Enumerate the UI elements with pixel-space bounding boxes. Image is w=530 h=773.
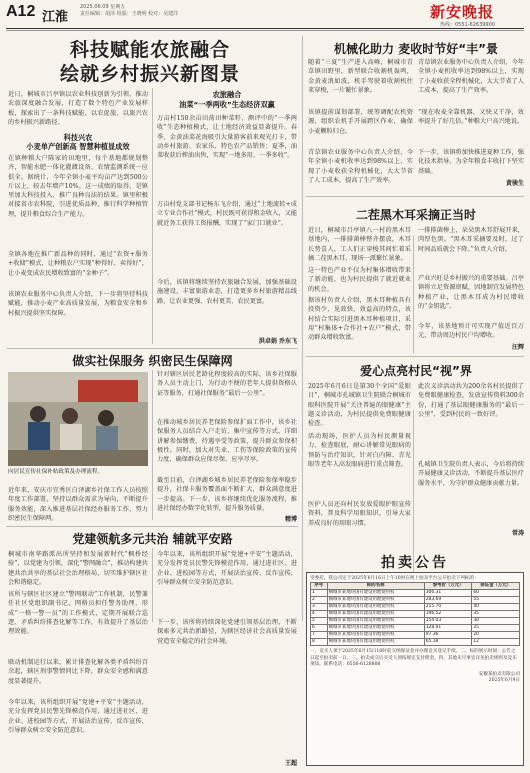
- hotline: 热线：0551-62639900: [440, 22, 495, 28]
- article5-headline: 二茬黑木耳采摘正当时: [355, 208, 476, 222]
- table-cell: 桐城市某地块国有建设用地使用权: [327, 618, 424, 625]
- table-row: [311, 590, 520, 597]
- table-cell: 桐城市某地块国有建设用地使用权: [327, 597, 424, 604]
- article5-byline: 汪辉: [511, 344, 524, 351]
- table-cell: 20: [472, 632, 520, 639]
- column-divider: [413, 236, 414, 354]
- article2-paragraph: 在推动城乡居民养老保险参保扩面工作中，该乡社保服务人员结合入户走访、集中宣传等方式，详细讲解参保缴费、待遇享受等政策，提升群众参保积极性。同时，加大对失业、工伤等保险政策的宣传力度，确保群众应保尽保、应享尽享。: [157, 419, 297, 464]
- article4-paragraph: 随着“三夏”生产进入高峰，桐城市青草镇田野里，新型联合收割机轰鸣，金黄麦浪如波，机手驾驶着收割机往来穿梭，一片繁忙景象。: [308, 59, 413, 94]
- article4-paragraph: 该镇提前谋划部署，统筹调配农机资源，组织农机手开展跨区作业，确保小麦颗粒归仓。: [308, 109, 413, 135]
- section-name: 江淮: [42, 10, 69, 25]
- table-cell: 97.36: [424, 632, 472, 639]
- table-cell: 40: [472, 604, 520, 611]
- article2-photo-caption: 向居民宣传社保补贴政策及办理流程。: [8, 469, 104, 475]
- article4-paragraph: 青草镇农业服务中心负责人介绍，今年全镇小麦机收率达到98%以上，实现了小麦收获全程机械化，大大节省了人工成本，提高了生产效率。: [418, 59, 524, 94]
- article5-paragraph: 据该村负责人介绍，黑木耳种植具有投资少、见效快、效益高的特点，该村结合实际引进黑木耳种植项目，采用“村集体+合作社+农户”模式，带动群众增收致富。: [308, 297, 411, 342]
- main-paragraph: 万亩村150余亩田荡田种菜籽，测评中的“一季两收”生态种植模式，让土地经济效益显著提升。春季，金黄油菜花海吸引大量游客前来观光打卡，带动乡村旅游、农家乐、特色农产品销售；夏季，油菜收获后榨油出售，实现“一地多用、一季多收”。: [157, 115, 297, 160]
- article5-paragraph: 这一特色产业不仅为村集体增收带来了新动能，也为村民提供了就近就业的机会。: [308, 267, 411, 293]
- header-rule: [6, 28, 524, 29]
- article3-paragraph: 桐城市南华路派出所坚持和发展新时代“枫桥经验”，以党建为引领，深化“警网融合”，推动构建共建共治共享的基层社会治理格局，切实维护辖区社会和谐稳定。: [8, 551, 148, 586]
- article3-paragraph: 联动机制运行以来，累计排查化解各类矛盾纠纷百余起，辖区刑事警情同比下降，群众安全感和满意度显著提升。: [8, 659, 148, 685]
- column-divider: [152, 88, 153, 344]
- table-cell: 306.31: [424, 590, 472, 597]
- main-headline-line1: 科技赋能农旅融合: [69, 39, 230, 61]
- main-byline: 洪卓娟 乔东飞: [258, 338, 297, 345]
- article2-paragraph: 近年来，安庆市宜秀区白泽湖乡社保工作人员按照年度工作部署，坚持以群众需求为导向，不断提升服务效能，深入推进基层社保经办服务工作，努力织密民生保障网。: [8, 487, 148, 522]
- table-cell: 桐城市某地块国有建设用地使用权: [327, 611, 424, 618]
- article5-paragraph: 今年，该基地预计可实现产值近百万元，带动周边村民户均增收。: [418, 323, 524, 340]
- article6-paragraph: 2025年6月6日是第30个全国“爱眼日”，桐城市孔城镇卫生院联合桐城市眼科医院开展“关注普遍的眼健康”主题义诊活动，为村民提供免费眼健康检查。: [308, 383, 411, 428]
- article6-paragraph: 此次义诊活动共为200余名村民提供了免费眼健康检查，发放宣传资料300余份，打通了基层眼健康服务的“最后一公里”，受到村民的一致好评。: [418, 383, 524, 418]
- table-cell: 196.52: [424, 611, 472, 618]
- article4-headline: 机械化助力 麦收时节好“丰”景: [334, 42, 498, 56]
- auction-date: 2025年6月9日: [488, 678, 520, 684]
- main-intro: 近日，桐城市吕亭镇以农业科技创新为引领，推动农旅深度融合发展，打造了数个特色产业发展样板，探索出了一条科技赋能、以农促旅、以旅兴农的乡村振兴新路径。: [8, 91, 148, 126]
- issue-date: 2025.06.09 星期五: [80, 4, 126, 10]
- table-cell: 桐城市某地块国有建设用地使用权: [327, 604, 424, 611]
- table-cell: 25: [472, 625, 520, 632]
- auction-table: [310, 582, 520, 646]
- main-subhead-2: 农旅融合: [212, 90, 242, 99]
- table-cell: 桐城市某地块国有建设用地使用权: [327, 590, 424, 597]
- table-cell: 桐城市某地块国有建设用地使用权: [327, 639, 424, 646]
- article6-paragraph: 活动现场，医护人员为村民测量视力、检查眼底，耐心讲解常见眼病的预防与治疗知识，针对白内障、青光眼等老年人高发眼病进行重点筛查。: [308, 433, 411, 468]
- newspaper-logo: 新安晚报: [430, 3, 495, 21]
- table-cell: 桐城市某地块国有建设用地使用权: [327, 632, 424, 639]
- article3-paragraph: 该所与辖区社区建立“警网联动”工作机制，民警兼任社区党组织副书记，网格员担任警务助理，形成“一格一警一员”的工作模式，定期开展联合巡逻、矛盾纠纷排查化解等工作，有效提升了基层治理效能。: [8, 591, 148, 636]
- main-subhead-2b: 油菜“一季两收”生态经济双赢: [179, 100, 275, 109]
- section-rule: [306, 356, 524, 357]
- auction-title: 拍卖公告: [381, 555, 449, 571]
- article6-paragraph: 医护人员还向村民发放爱眼护眼宣传资料，普及科学用眼知识，引导大家养成良好的用眼习惯。: [308, 501, 411, 527]
- table-cell: 2: [311, 597, 328, 604]
- article6-headline: 爱心点亮村民“视”界: [360, 364, 472, 378]
- article4-paragraph: “现在收麦全靠机器，又快又干净，效率提升了好几倍。”种粮大户高兴地说。: [418, 109, 524, 126]
- table-cell: 283.69: [424, 597, 472, 604]
- table-row: [311, 611, 520, 618]
- issue-meta: [80, 4, 190, 17]
- table-cell: 桐城市某地块国有建设用地使用权: [327, 625, 424, 632]
- table-cell: 1: [311, 590, 328, 597]
- table-row: [311, 597, 520, 604]
- main-paragraph: 该镇农业服务中心负责人介绍，下一步将坚持科技赋能，推动小麦产业高质量发展，为粮食安全和乡村振兴提供坚实保障。: [8, 291, 148, 317]
- article6-paragraph: 孔城镇卫生院负责人表示，今后将持续开展健康义诊活动，不断提升基层医疗服务水平，为守护群众健康贡献力量。: [418, 461, 524, 487]
- table-cell: 8: [311, 639, 328, 646]
- article4-byline: 黄骏生: [505, 180, 524, 187]
- page-number: A12: [6, 3, 36, 20]
- article3-headline: 党建领航多元共治 辅就平安路: [72, 532, 233, 546]
- main-paragraph: 全镇各地在推广新品种的同时，通过“农资+服务+收储”模式，让种粮农户实现“种得好、卖得好”，让小麦变成农民增收致富的“金种子”。: [8, 251, 148, 277]
- table-cell: 30: [472, 618, 520, 625]
- table-row: [311, 625, 520, 632]
- auction-intro: 受委托，我公司定于2025年6月16日上午10时在网上拍卖平台公开拍卖下列标的：: [310, 576, 479, 581]
- article3-paragraph: 今年以来，该所组织开展“党建+平安”主题活动，充分发挥党员民警先锋模范作用，通过进社区、进企业、进校园等方式，开展法治宣传、反诈宣传，引导群众树立安全防范意识。: [157, 551, 297, 586]
- article2-paragraph: 截至目前，白泽湖乡城乡居民养老保险参保率稳步提升，社保卡服务覆盖面不断扩大，群众满意度进一步提高。下一步，该乡将继续优化服务流程，推进社保经办数字化转型，提升服务质量。: [157, 477, 297, 512]
- column-divider: [152, 370, 153, 520]
- auction-table-header: [311, 583, 520, 590]
- main-paragraph: 万亩村党支部书记杨东飞介绍，通过“土地流转+成立专业合作社”模式，村民既可获得租金收入，又能就近务工获得工资报酬，实现了“家门口就业”。: [157, 201, 297, 227]
- article3-byline: 王超: [284, 760, 297, 767]
- table-cell: 215.70: [424, 604, 472, 611]
- article5-paragraph: 近日，桐城市吕亭镇八一村的黑木耳基地内，一排排菌棒整齐摆放，木耳长势喜人，工人们正穿梭其间忙着采摘二茬黑木耳，现场一派繁忙景象。: [308, 227, 411, 262]
- main-subhead-1: 科技兴农: [63, 133, 93, 142]
- article3-paragraph: 今年以来，该所组织开展“党建+平安”主题活动，充分发挥党员民警先锋模范作用，通过进社区、进企业、进校园等方式，开展法治宣传、反诈宣传，引导群众树立安全防范意识。: [8, 699, 148, 734]
- article5-paragraph: 产业兴旺是乡村振兴的重要基础。吕亭镇将立足资源禀赋，因地制宜发展特色种植产业，让黑木耳成为村民增收的“金钥匙”。: [418, 275, 524, 310]
- table-cell: 12: [472, 639, 520, 646]
- table-cell: 128.41: [424, 625, 472, 632]
- section-rule: [6, 348, 298, 349]
- main-subhead-1b: 小麦单产创新高 智慧种植显成效: [26, 142, 130, 151]
- section-rule: [306, 196, 524, 197]
- table-row: [311, 604, 520, 611]
- main-paragraph: 今后，该镇将继续坚持农旅融合发展，加强基础设施建设，丰富旅游业态，打造更多乡村旅游精品线路，让农业更强、农村更美、农民更富。: [157, 279, 297, 305]
- auction-company: 安徽某拍卖有限公司: [478, 672, 520, 678]
- table-cell: 60: [472, 590, 520, 597]
- table-cell: 154.03: [424, 618, 472, 625]
- column-divider: [302, 36, 303, 621]
- main-paragraph: 在镇种粮大户陈家的田地里，每个基地都规划整齐，智能水肥一体化灌溉设备、农情监测系统一应俱全。据统计，今年全镇小麦平均亩产达到500公斤以上，较去年增产10%。这一成绩的取得，是镇里加大科技投入、推广良种良法的结果。镇里积极对接省市农科院，引进优质品种，推行科学种植管理，提升粮食综合生产能力。: [8, 155, 148, 218]
- table-cell: 7: [311, 632, 328, 639]
- table-row: [311, 632, 520, 639]
- article4-paragraph: 下一步，该镇将加快推进夏种工作，强化技术指导，为全年粮食丰收打下坚实基础。: [418, 149, 524, 175]
- article3-paragraph: 下一步，该所将持续深化党建引领基层治理，不断探索多元共治新路径，为辖区经济社会高质量发展营造安全稳定的社会环境。: [157, 619, 297, 645]
- main-headline-line2: 绘就乡村振兴新图景: [59, 63, 240, 85]
- table-cell: 4: [311, 611, 328, 618]
- auction-notes: 一、竞买人须于2025年6月15日16时前交纳保证金并办理竞买登记手续。二、标的展示时间：公告之日起至拍卖前一日。三、拍卖成交后买受人须按规定支付佣金。四、其他未尽事宜详见拍卖规则及竞买须知。联系电话：0556-6128888: [310, 649, 517, 667]
- table-cell: 3: [311, 604, 328, 611]
- table-cell: 5: [311, 618, 328, 625]
- header-rule-thin: [6, 30, 524, 31]
- article2-paragraph: 针对辖区居民老龄化程度较高的实际，该乡社保服务人员主动上门，为行动不便的老年人提供资格认证等服务，打通社保服务“最后一公里”。: [157, 371, 297, 397]
- section-rule: [6, 526, 298, 527]
- article5-paragraph: 一排排菌棒上，朵朵黑木耳舒展开来，肉厚色黑。“黑木耳采摘要及时，过了时间品质就会下降。”负责人介绍。: [418, 227, 524, 253]
- column-divider: [152, 548, 153, 622]
- auction-col-header: 序号: [311, 583, 328, 590]
- auction-box: [306, 572, 524, 766]
- table-cell: 65.18: [424, 639, 472, 646]
- article2-photo: [8, 372, 148, 466]
- article4-paragraph: 青草镇农业服务中心负责人介绍，今年全镇小麦机收率达到98%以上，实现了小麦收获全程机械化，大大节省了人工成本，提高了生产效率。: [308, 149, 413, 184]
- article2-byline: 精博: [284, 516, 297, 523]
- article2-headline: 做实社保服务 织密民生保障网: [72, 354, 233, 368]
- table-row: [311, 639, 520, 646]
- auction-col-header: 保证金（万元）: [472, 583, 520, 590]
- article6-byline: 常涛: [511, 530, 524, 537]
- issue-editors: 责任编辑：胡泽 组版：王晓明 校对：吴建洋: [80, 10, 179, 17]
- auction-col-header: 标的名称: [327, 583, 424, 590]
- auction-col-header: 参考价（万元）: [424, 583, 472, 590]
- table-cell: 6: [311, 625, 328, 632]
- table-row: [311, 618, 520, 625]
- main-headline: [10, 38, 290, 86]
- table-cell: 55: [472, 597, 520, 604]
- table-cell: 35: [472, 611, 520, 618]
